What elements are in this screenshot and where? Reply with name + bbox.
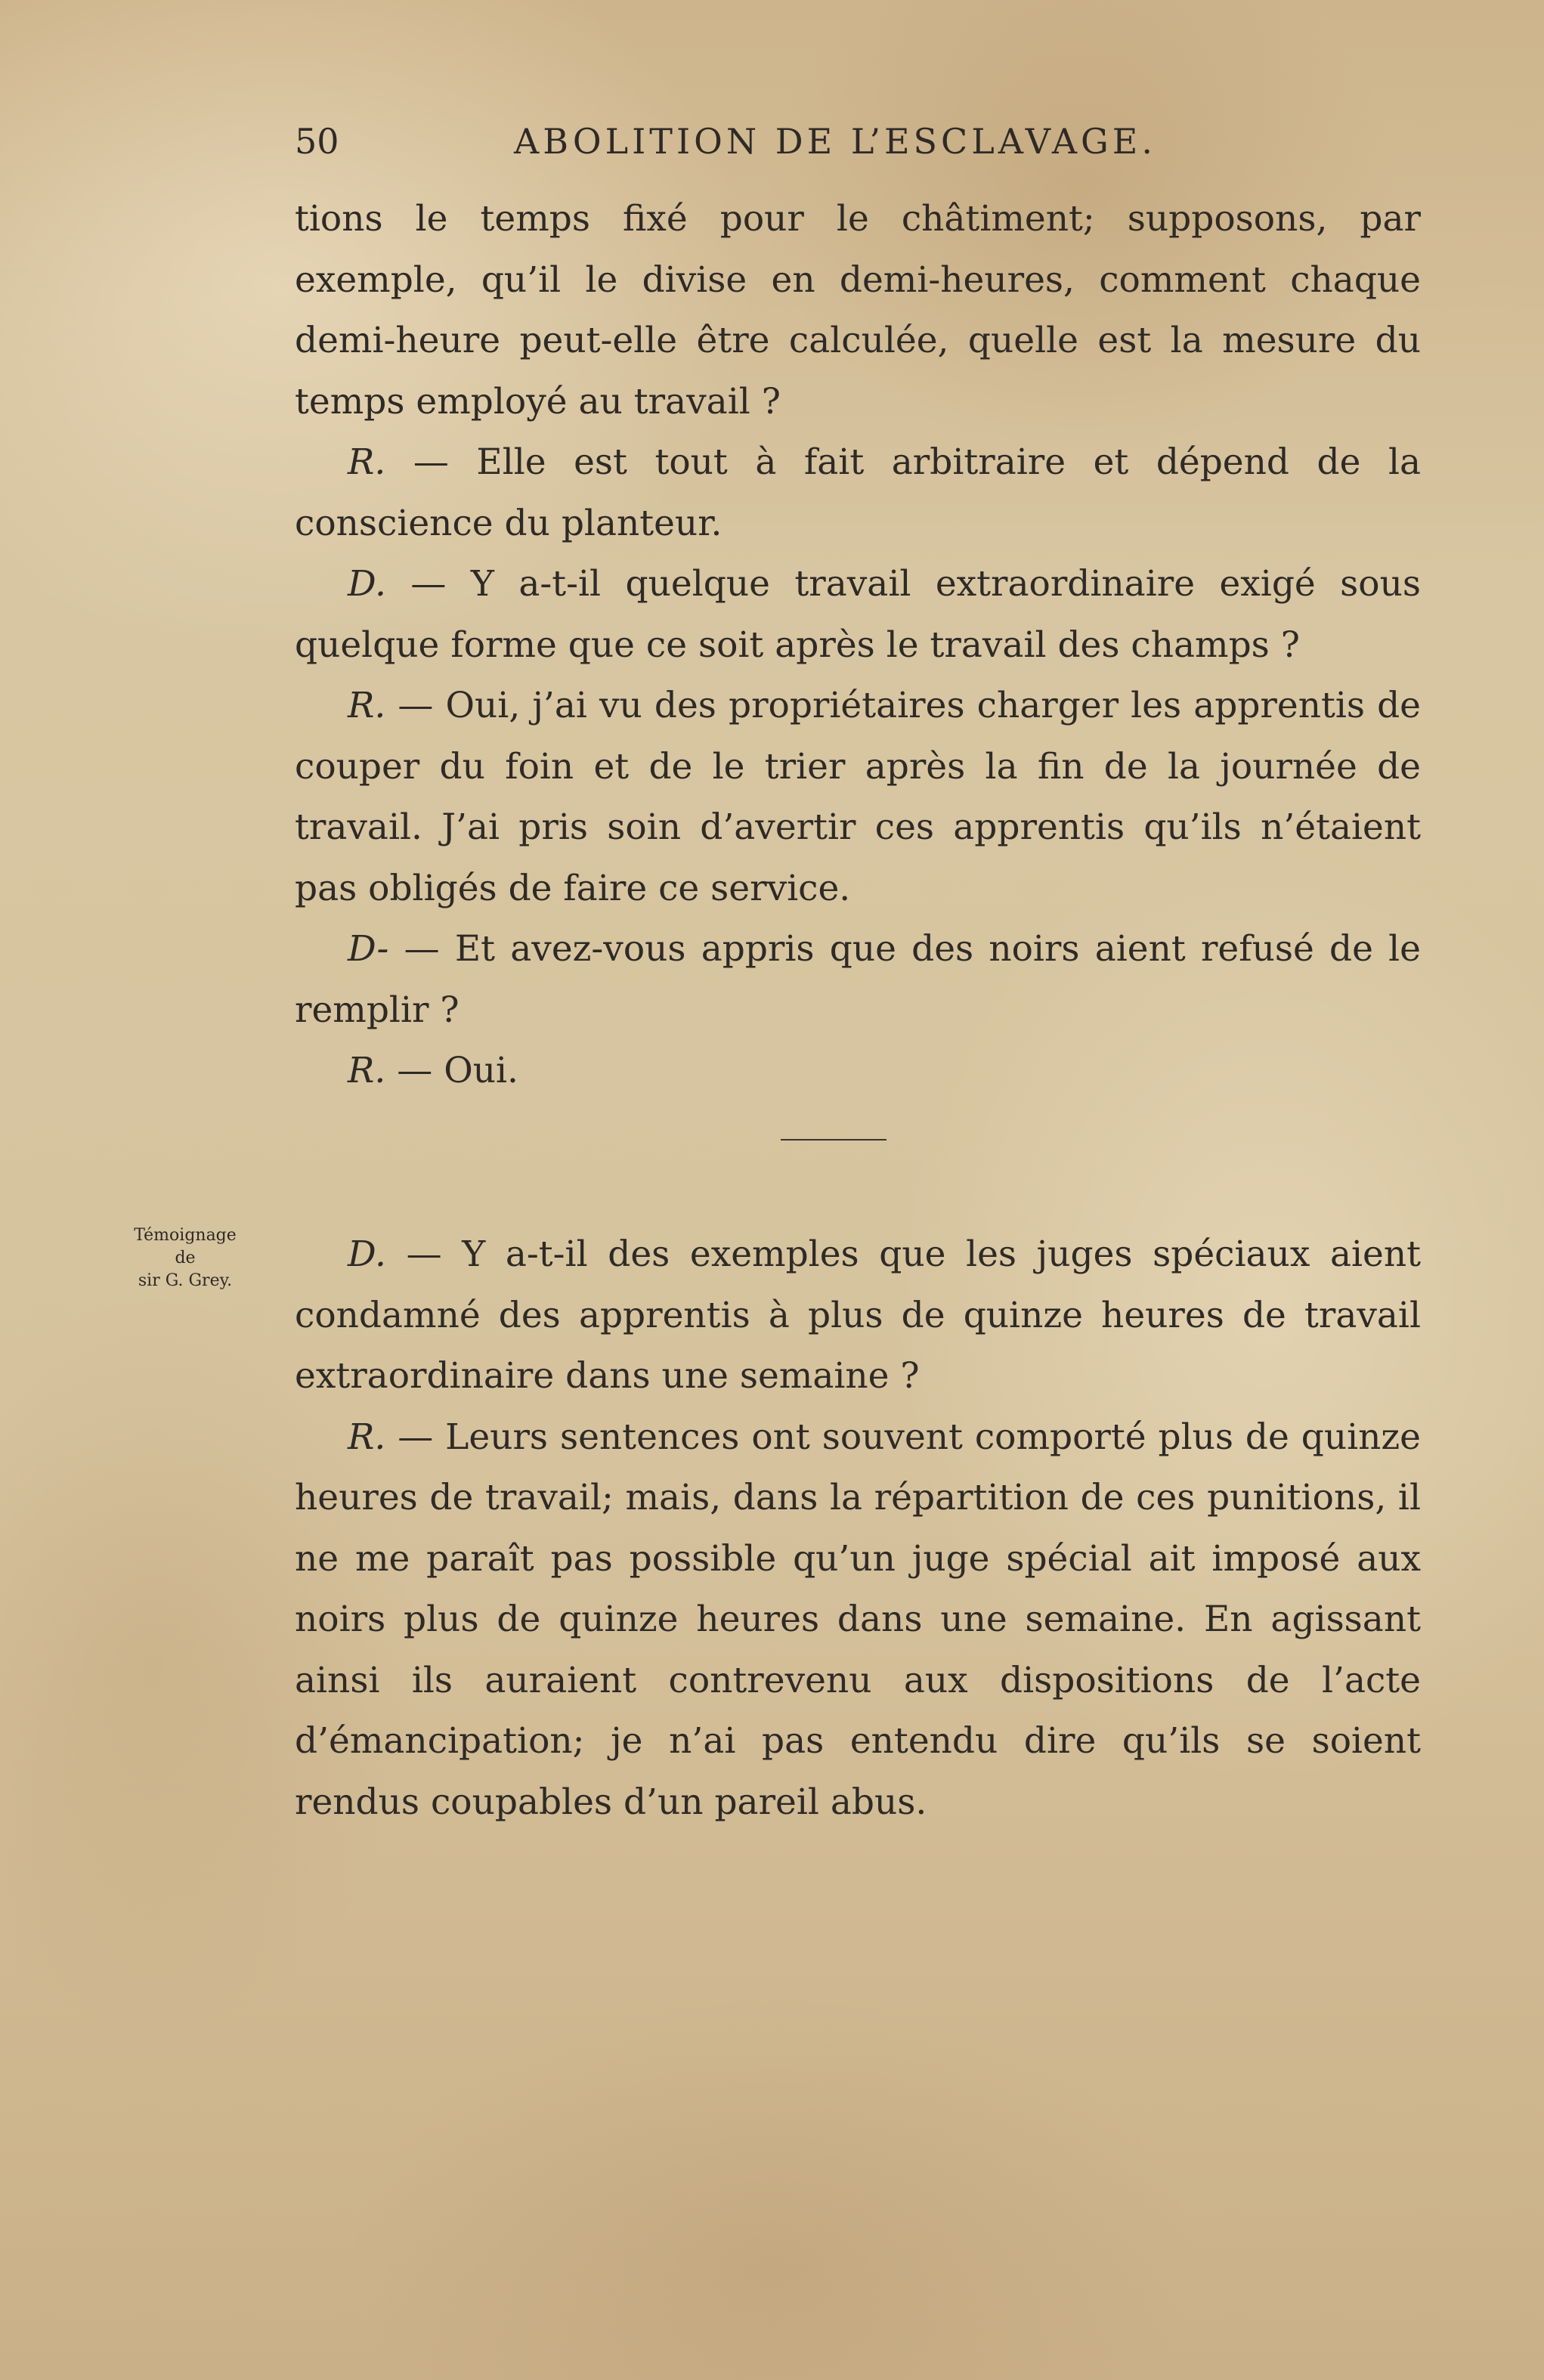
section-one xyxy=(295,189,1421,1102)
paragraph-text: — Y a-t-il des exemples que les juges spéciaux aient condamné des apprentis à plus de quinze heures de travail extraordinaire dans une semaine ? xyxy=(295,1233,1421,1397)
paragraph-text: tions le temps fixé pour le châtiment; supposons, par exemple, qu’il le divise en demi-heures, comment chaque demi-heure peut-elle être calculée, quelle est la mesure du temps employé au travail ? xyxy=(295,198,1421,422)
margin-note-line: sir G. Grey. xyxy=(138,1271,233,1290)
paragraph-text: — Y a-t-il quelque travail extraordinaire exigé sous quelque forme que ce soit après le travail des champs ? xyxy=(295,563,1421,666)
speaker-label: R. xyxy=(348,441,386,483)
paragraph xyxy=(295,919,1421,1041)
paragraph xyxy=(295,676,1421,919)
paragraph-text: — Oui. xyxy=(385,1050,518,1091)
section-divider xyxy=(781,1139,886,1140)
margin-note xyxy=(106,1224,265,1292)
speaker-label: R. xyxy=(348,685,386,726)
paragraph xyxy=(295,1041,1421,1102)
paragraph-text: — Et avez-vous appris que des noirs aient refusé de le remplir ? xyxy=(295,928,1421,1031)
paragraph xyxy=(295,1407,1421,1834)
speaker-label: R. xyxy=(348,1050,386,1091)
section-two xyxy=(295,1224,1421,1833)
running-head xyxy=(295,121,1421,174)
paragraph-text: — Elle est tout à fait arbitraire et dépend de la conscience du planteur. xyxy=(295,441,1421,544)
paragraph-text: — Oui, j’ai vu des propriétaires charger les apprentis de couper du foin et de le trier après la fin de la journée de travail. J’ai pris soin d’avertir ces apprentis qu’ils n’étaient pas obligés de faire ce service. xyxy=(295,685,1421,909)
paragraph-text: — Leurs sentences ont souvent comporté plus de quinze heures de travail; mais, dans la répartition de ces punitions, il ne me paraît pas possible qu’un juge spécial ait imposé aux noirs plus de quinze heures dans une semaine. En agissant ainsi ils auraient contrevenu aux dispositions de l’acte d’émancipation; je n’ai pas entendu dire qu’ils se soient rendus coupables d’un pareil abus. xyxy=(295,1416,1421,1823)
page-number: 50 xyxy=(295,121,339,162)
margin-note-line: Témoignage xyxy=(134,1226,237,1245)
paragraph xyxy=(295,432,1421,554)
paragraph xyxy=(295,554,1421,676)
speaker-label: D- xyxy=(348,928,389,970)
paragraph xyxy=(295,1224,1421,1407)
paragraph xyxy=(295,189,1421,432)
margin-note-line: de xyxy=(175,1249,196,1267)
speaker-label: D. xyxy=(348,1233,386,1275)
speaker-label: D. xyxy=(348,563,386,605)
running-title: ABOLITION DE L’ESCLAVAGE. xyxy=(514,121,1156,162)
speaker-label: R. xyxy=(348,1416,386,1458)
